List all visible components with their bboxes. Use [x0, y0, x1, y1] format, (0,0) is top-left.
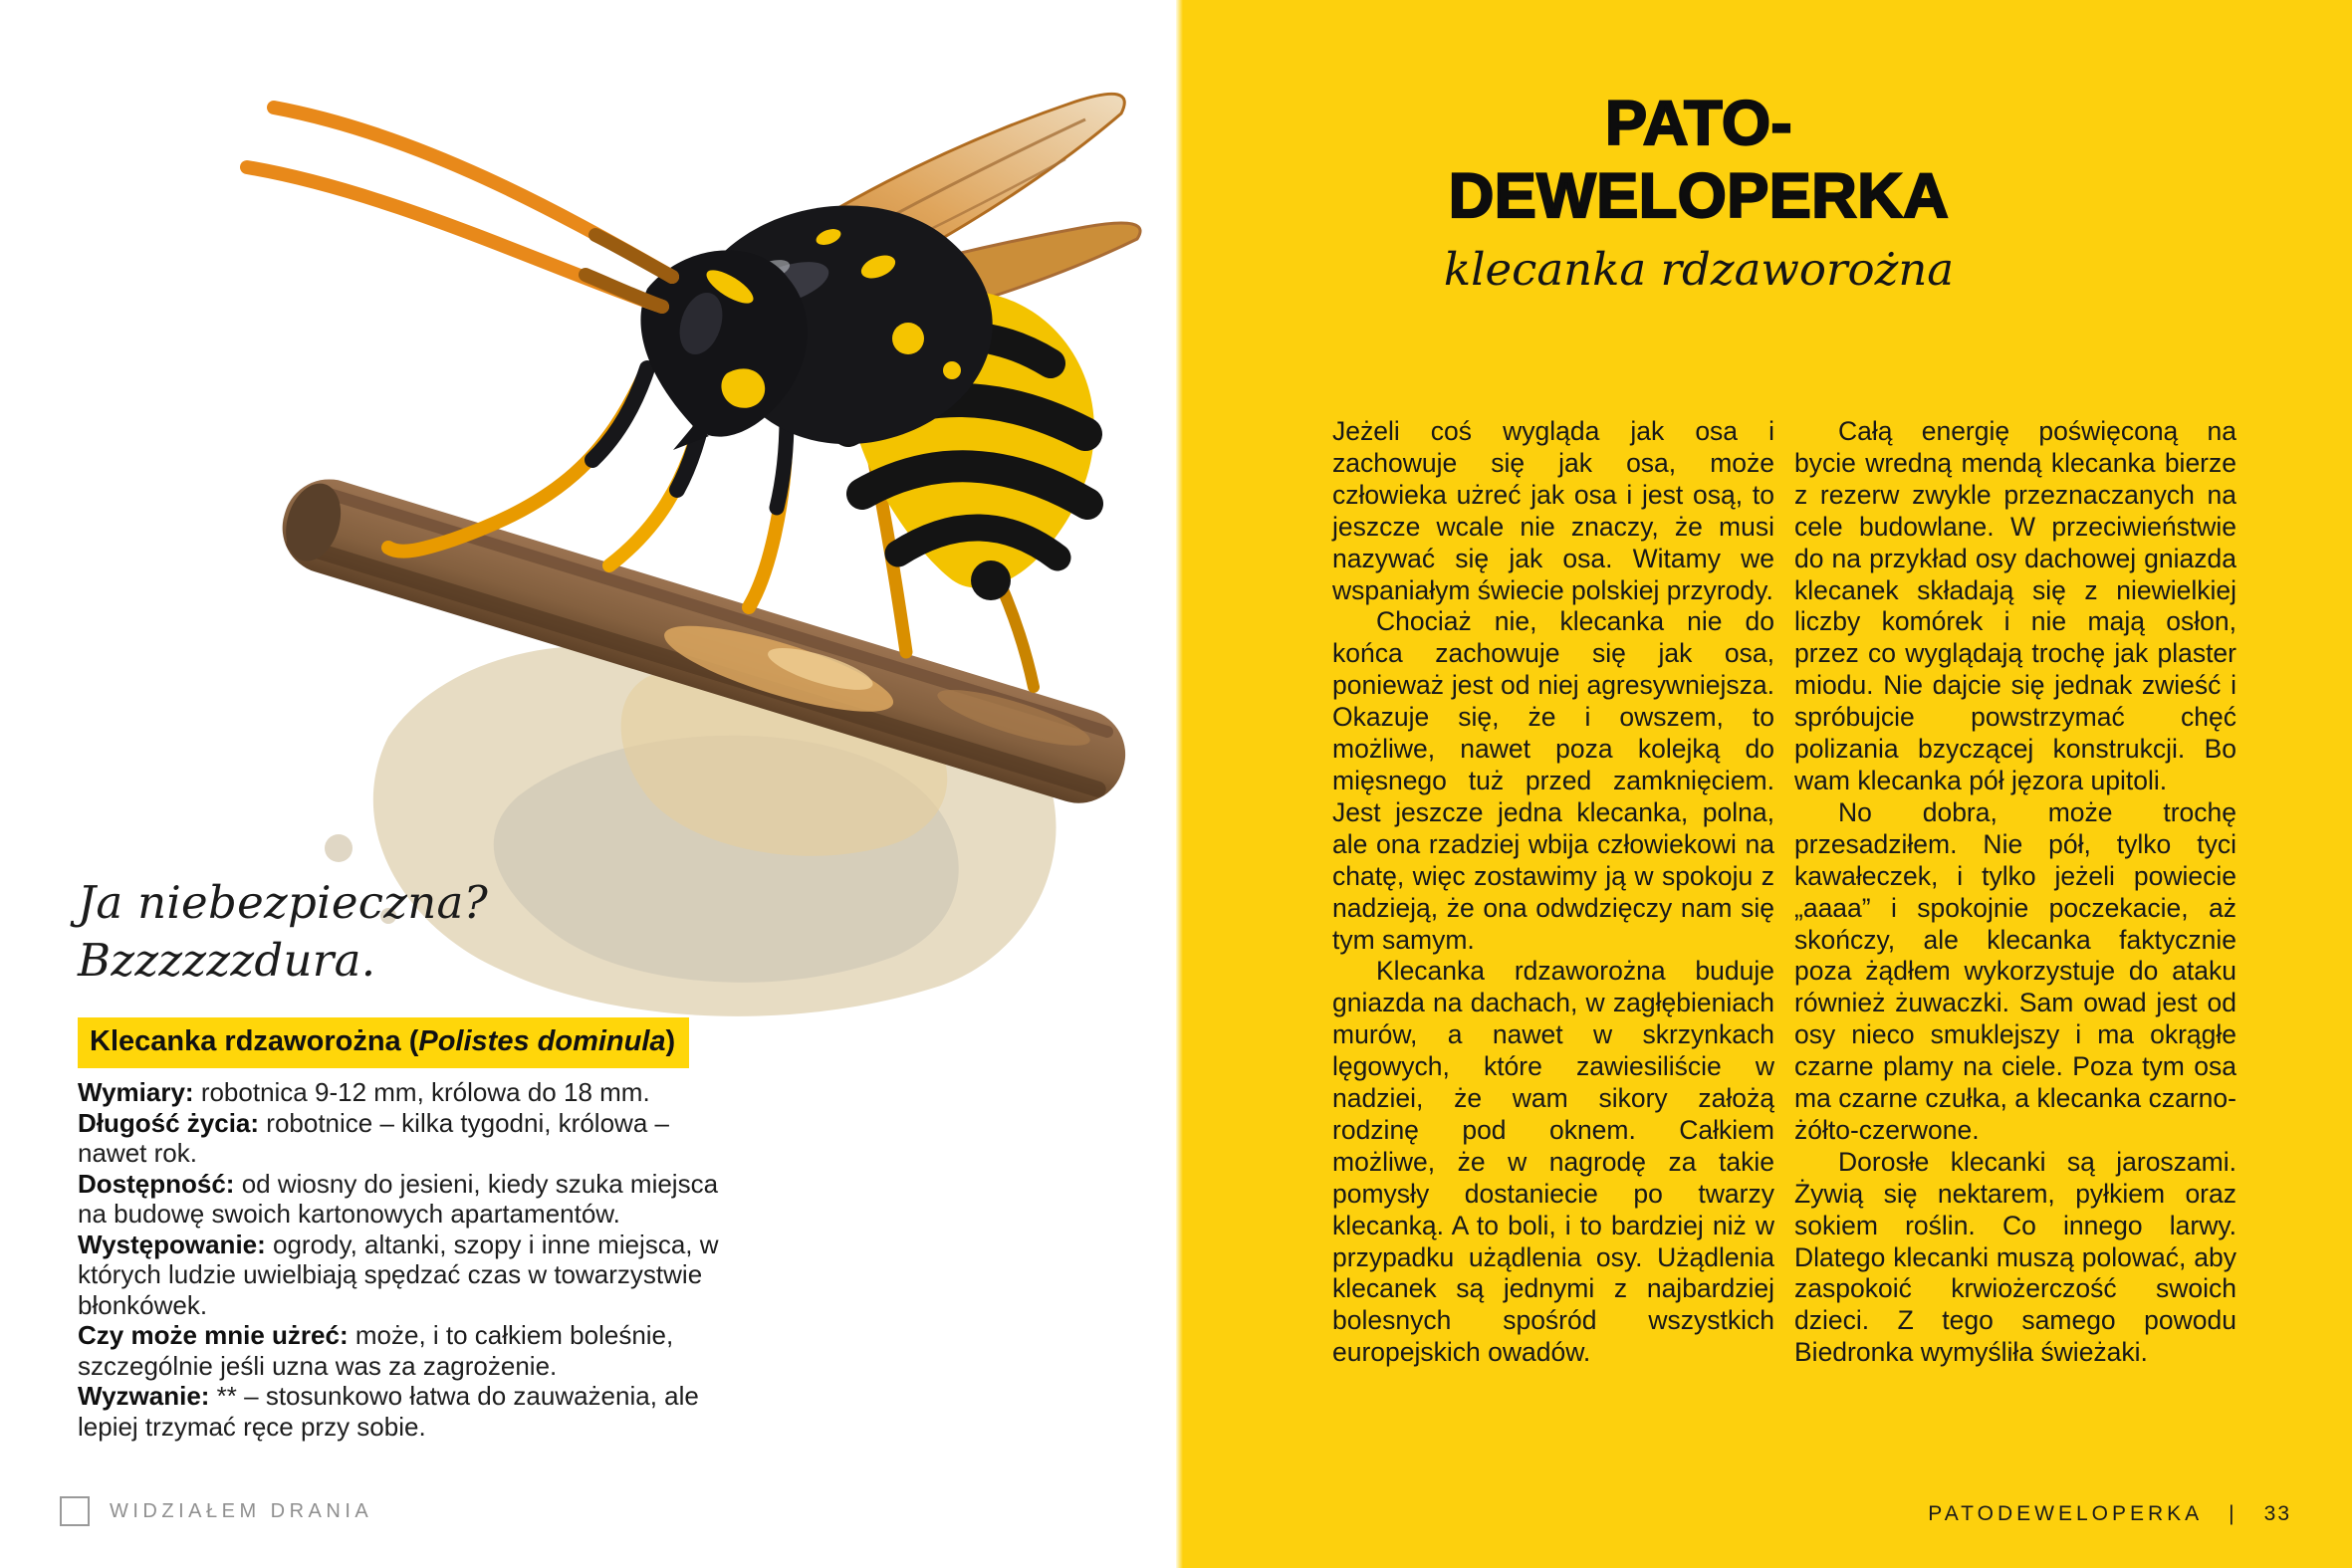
- paragraph: Jeżeli coś wygląda jak osa i zachowuje się jak osa, może człowieka użreć jak osa i jest osą, to jeszcze wcale nie znaczy, że musi nazywać się jak osa. Witamy we wspaniałym świecie polskiej przyrody.: [1332, 416, 1774, 605]
- fact-label: Wyzwanie:: [78, 1381, 210, 1411]
- chapter-title-line-1: PATO-: [1605, 89, 1792, 158]
- fact-label: Czy może mnie użreć:: [78, 1320, 349, 1350]
- page-number: 33: [2263, 1502, 2291, 1525]
- fact-row: [78, 1108, 723, 1169]
- fact-row: [78, 1381, 723, 1442]
- chapter-title: [1176, 88, 2222, 233]
- wasp-antennae: [247, 108, 672, 307]
- text-column-1: [1332, 416, 1774, 1369]
- paragraph: Całą energię poświęconą na bycie wredną mendą klecanka bierze z rezerw zwykle przeznaczanych na cele budowlane. W przeciwieństwie do na przykład osy dachowej gniazda klecanek składają się z niewielkiej liczby komórek i nie mają osłon, przez co wyglądają trochę jak plaster miodu. Nie dajcie się jednak zwieść i spróbujcie powstrzymać chęć polizania bzyczącej konstrukcji. Bo wam klecanka pół jęzora upitoli.: [1794, 416, 2236, 795]
- fact-label: Występowanie:: [78, 1229, 266, 1259]
- fact-row: [78, 1169, 723, 1230]
- body-text-columns: [1332, 416, 2236, 1369]
- species-label-suffix: ): [665, 1025, 676, 1057]
- fact-text: może, i to całkiem boleśnie, szczególnie jeśli uzna was za zagrożenie.: [78, 1320, 674, 1381]
- quote-line-1: Ja niebezpieczna?: [78, 876, 489, 929]
- text-column-2: [1794, 416, 2236, 1369]
- fact-row: [78, 1230, 723, 1321]
- fact-text: robotnica 9-12 mm, królowa do 18 mm.: [200, 1077, 650, 1107]
- fact-label: Wymiary:: [78, 1077, 194, 1107]
- paragraph: Klecanka rdzaworożna buduje gniazda na dachach, w zagłębieniach murów, a nawet w skrzynkach lęgowych, które zawiesiliście w nadziei, że wam sikory założą rodzinę pod oknem. Całkiem możliwe, że w nagrodę za takie pomysły dostaniecie po twarzy klecanką. A to boli, i to bardziej niż w przypadku użądlenia osy. Użądlenia klecanek są jednymi z najbardziej bolesnych spośród wszystkich europejskich owadów.: [1332, 956, 1774, 1368]
- quote-line-2: Bzzzzzzdura.: [78, 934, 376, 987]
- fact-text: od wiosny do jesieni, kiedy szuka miejsca na budowę swoich kartonowych apartamentów.: [78, 1168, 719, 1229]
- fact-row: [78, 1077, 723, 1108]
- paragraph: Chociaż nie, klecanka nie do końca zachowuje się jak osa, ponieważ jest od niej agresywniejsza. Okazuje się, że i owszem, to możliwe, nawet poza kolejką do mięsnego tuż przed zamknięciem. Jest jeszcze jedna klecanka, polna, ale ona rzadziej wbija człowiekowi na chatę, więc zostawimy ją w spokoju z nadzieją, że ona odwdzięczy nam się tym samym.: [1332, 606, 1774, 955]
- fact-text: ** – stosunkowo łatwa do zauważenia, ale lepiej trzymać ręce przy sobie.: [78, 1381, 699, 1442]
- species-highlight-label: [78, 1017, 689, 1068]
- left-page-footer: [60, 1496, 372, 1526]
- footer-chapter-name: PATODEWELOPERKA: [1928, 1502, 2204, 1525]
- fact-text: ogrody, altanki, szopy i inne miejsca, w których ludzie uwielbiają spędzać czas w towarzystwie błonkówek.: [78, 1229, 719, 1320]
- paragraph: No dobra, może trochę przesadziłem. Nie pół, tylko tyci kawałeczek, i tylko jeżeli powiecie „aaaa” i spokojnie poczekacie, aż skończy, ale klecanka faktycznie poza żądłem wykorzystuje do ataku również żuwaczki. Sam owad jest od osy nieco smuklejszy i ma okrągłe czarne plamy na ciele. Poza tym osa ma czarne czułka, a klecanka czarno-żółto-czerwone.: [1794, 796, 2236, 1145]
- species-facts-list: [78, 1077, 723, 1442]
- footer-separator: |: [2229, 1502, 2238, 1525]
- book-title-footer: WIDZIAŁEM DRANIA: [110, 1499, 373, 1522]
- species-latin-name: Polistes dominula: [418, 1025, 666, 1057]
- chapter-subtitle: klecanka rdzaworożna: [1443, 243, 1955, 296]
- paragraph: Dorosłe klecanki są jaroszami. Żywią się nektarem, pyłkiem oraz sokiem roślin. Co innego larwy. Dlatego klecanki muszą polować, aby zaspokoić krwiożerczość swoich dzieci. Z tego samego powodu Biedronka wymyśliła świeżaki.: [1794, 1146, 2236, 1368]
- fact-label: Dostępność:: [78, 1168, 235, 1199]
- fact-row: [78, 1320, 723, 1381]
- right-page-footer: [1928, 1502, 2291, 1526]
- fact-label: Długość życia:: [78, 1107, 260, 1138]
- checkbox-icon: [60, 1496, 90, 1526]
- species-label-prefix: Klecanka rdzaworożna (: [90, 1025, 419, 1057]
- chapter-title-line-2: DEWELOPERKA: [1448, 161, 1950, 231]
- quote-heading: [78, 874, 488, 990]
- fact-text: robotnice – kilka tygodni, królowa – nawet rok.: [78, 1107, 669, 1168]
- right-page: [1176, 0, 2352, 1568]
